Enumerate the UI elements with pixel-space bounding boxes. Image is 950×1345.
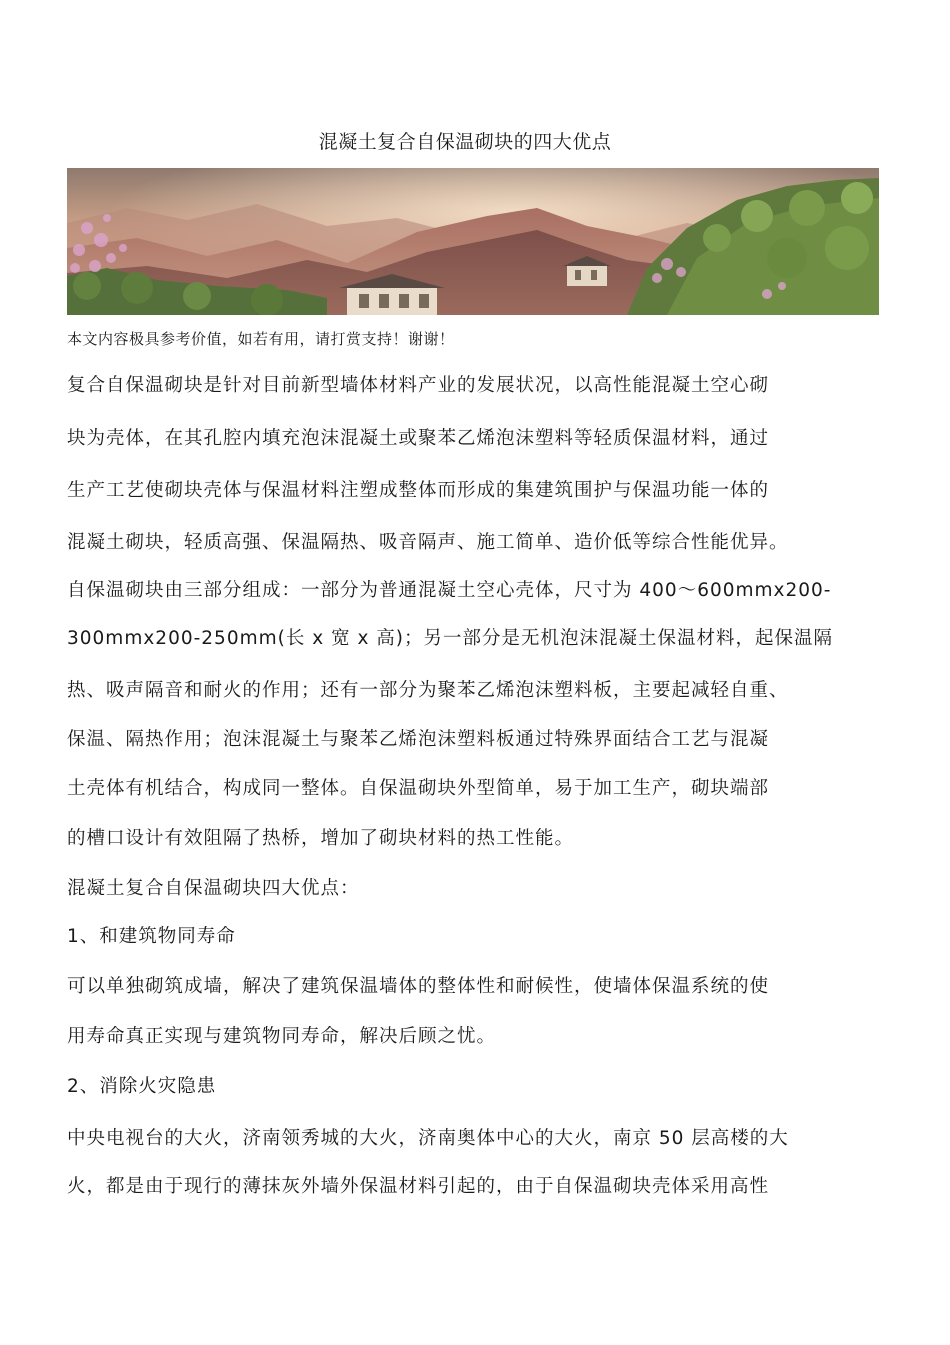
advantage-heading-1: 1、和建筑物同寿命 <box>67 926 236 947</box>
body-line: 中央电视台的大火，济南领秀城的大火，济南奥体中心的大火，南京 50 层高楼的大 <box>67 1128 789 1149</box>
document-title: 混凝土复合自保温砌块的四大优点 <box>318 131 612 153</box>
reference-note: 本文内容极具参考价值，如若有用，请打赏支持！谢谢！ <box>67 330 455 348</box>
body-line: 生产工艺使砌块壳体与保温材料注塑成整体而形成的集建筑围护与保温功能一体的 <box>67 480 770 501</box>
banner-image <box>67 168 879 315</box>
section-heading: 混凝土复合自保温砌块四大优点： <box>67 878 360 899</box>
advantage-heading-2: 2、消除火灾隐患 <box>67 1076 217 1097</box>
body-line: 的槽口设计有效阻隔了热桥，增加了砌块材料的热工性能。 <box>67 828 575 849</box>
body-line: 保温、隔热作用；泡沫混凝土与聚苯乙烯泡沫塑料板通过特殊界面结合工艺与混凝 <box>67 729 770 750</box>
body-line: 复合自保温砌块是针对目前新型墙体材料产业的发展状况，以高性能混凝土空心砌 <box>67 375 770 396</box>
body-line: 火，都是由于现行的薄抹灰外墙外保温材料引起的，由于自保温砌块壳体采用高性 <box>67 1176 770 1197</box>
body-line: 块为壳体，在其孔腔内填充泡沫混凝土或聚苯乙烯泡沫塑料等轻质保温材料，通过 <box>67 428 770 449</box>
body-line: 300mmx200-250mm(长 x 宽 x 高)；另一部分是无机泡沫混凝土保温材料，起保温隔 <box>67 628 833 649</box>
body-line: 土壳体有机结合，构成同一整体。自保温砌块外型简单，易于加工生产，砌块端部 <box>67 778 770 799</box>
mountain-landscape-illustration <box>67 168 879 315</box>
body-line: 热、吸声隔音和耐火的作用；还有一部分为聚苯乙烯泡沫塑料板，主要起减轻自重、 <box>67 680 789 701</box>
body-line: 用寿命真正实现与建筑物同寿命，解决后顾之忧。 <box>67 1026 497 1047</box>
body-line: 混凝土砌块，轻质高强、保温隔热、吸音隔声、施工简单、造价低等综合性能优异。 <box>67 532 789 553</box>
body-line: 可以单独砌筑成墙，解决了建筑保温墙体的整体性和耐候性，使墙体保温系统的使 <box>67 976 770 997</box>
body-line: 自保温砌块由三部分组成：一部分为普通混凝土空心壳体，尺寸为 400～600mmx200- <box>67 580 832 601</box>
